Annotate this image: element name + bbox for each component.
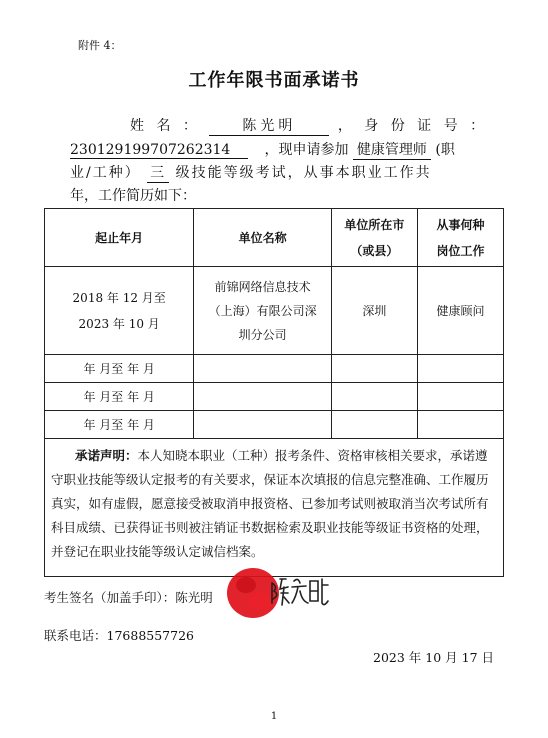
page-number: 1 [270,711,278,722]
line4: 年，工作简历如下： [70,188,196,204]
contact-line [44,626,194,644]
row1-post: 健康顾问 [417,267,503,355]
name-value: 陈光明 [209,115,329,136]
table-row [45,355,504,383]
attachment-label: 附件 4： [78,39,122,52]
row1-city: 深圳 [331,267,417,355]
occupation-value: 健康管理师 [353,139,431,160]
id-line [70,139,455,160]
pledge-text: 本人知晓本职业（工种）报考条件、资格审核相关要求，承诺遵守职业技能等级认定报考的有关要求，保证本次填报的信息完整准确、工作履历真实，如有虚假，愿意接受被取消申报资格、已参加考试则被取消当次考试所有科目成绩、已获得证书则被注销证书数据检索及职业技能等级证书资格的处理，并登记在职业技能等级认定诚信档案。 [51,448,489,559]
contact-phone: 17688557726 [106,628,194,643]
document-title: 工作年限书面承诺书 [188,70,360,91]
apply-text: ，现申请参加 [264,142,349,158]
signature-line [44,588,213,606]
row4-period: 年 月至 年 月 [45,411,194,439]
work-history-table [44,208,504,439]
id-number: 230129199707262314 [70,142,248,159]
level-value: 三 [147,162,169,183]
table-row [45,383,504,411]
table-row [45,267,504,355]
signature-printed-name: 陈光明 [175,590,213,605]
line3-a: 业/工种） [70,165,141,181]
row2-period: 年 月至 年 月 [45,355,194,383]
table-header-row [45,209,504,267]
occupation-suffix: (职 [435,142,455,158]
table-row [45,411,504,439]
handwritten-signature [268,573,332,609]
pledge-box [44,438,504,577]
signing-date: 2023 年 10 月 17 日 [373,650,494,665]
signature-label: 考生签名（加盖手印）： [44,590,176,605]
row3-period: 年 月至 年 月 [45,383,194,411]
row1-period: 2018 年 12 月至 2023 年 10 月 [45,267,194,355]
header-period: 起止年月 [45,209,194,267]
id-label: ， 身 份 证 号 ： [337,118,489,134]
row1-unit: 前锦网络信息技术 （上海）有限公司深 圳分公司 [194,267,331,355]
level-line [70,162,432,183]
pledge-label: 承诺声明： [75,448,138,463]
header-unit: 单位名称 [194,209,331,267]
name-label: 姓 名 ： [130,118,201,134]
header-city: 单位所在市 （或县） [331,209,417,267]
name-line [130,115,488,136]
line3-b: 级技能等级考试，从事本职业工作共 [175,165,432,181]
header-post: 从事何种 岗位工作 [417,209,503,267]
contact-label: 联系电话： [44,628,107,643]
